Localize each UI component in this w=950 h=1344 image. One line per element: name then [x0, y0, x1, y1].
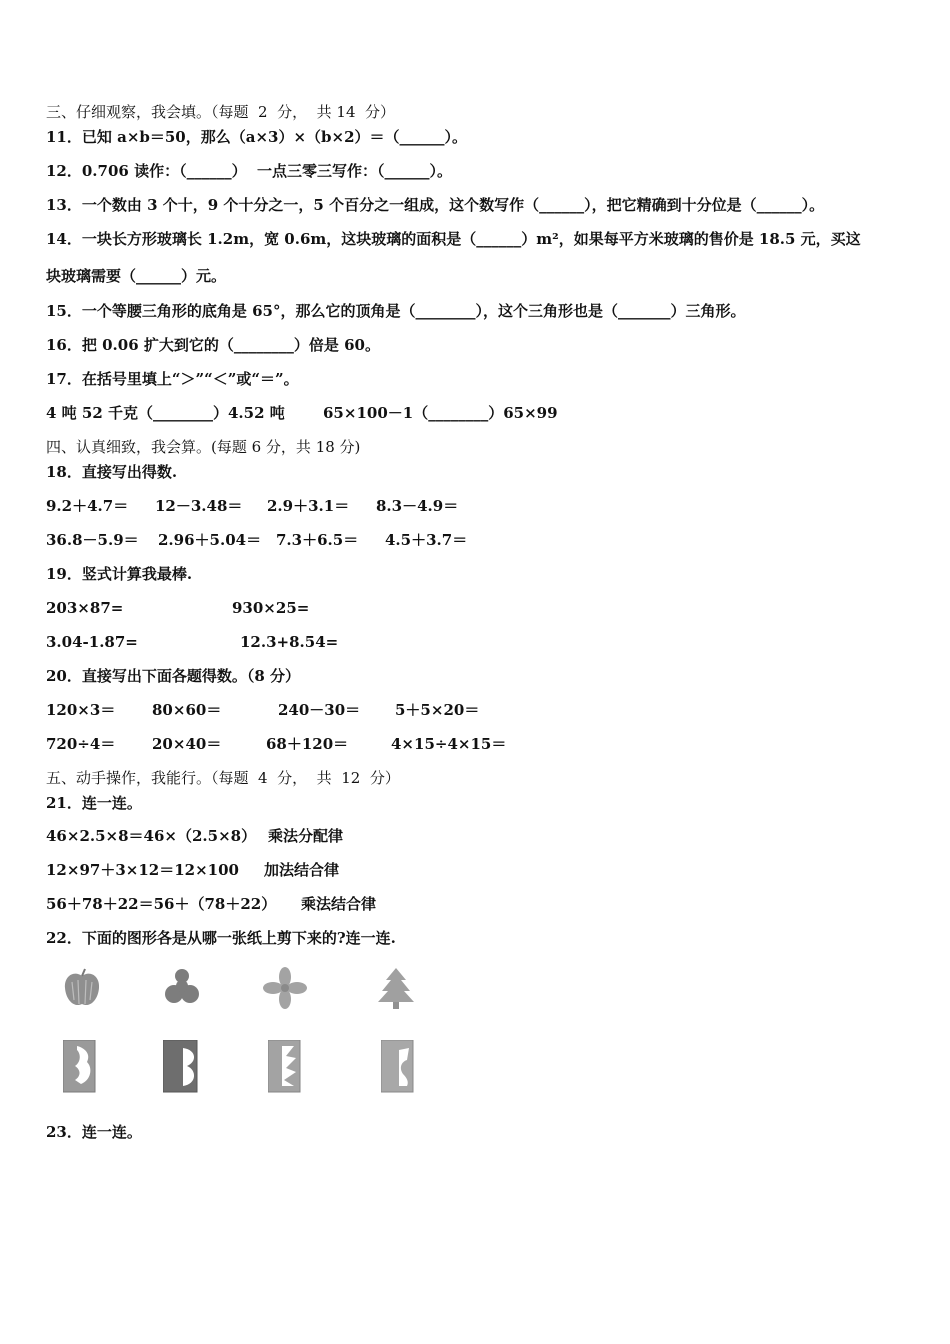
question-22: 22．下面的图形各是从哪一张纸上剪下来的?连一连. — [46, 929, 396, 947]
q21-equation: 12×97＋3×12＝12×100 — [46, 861, 239, 879]
q20-row2-item: 68＋120＝ — [266, 735, 349, 753]
section-5-header: 五、动手操作，我能行。（每题 4 分， 共 12 分） — [46, 769, 400, 787]
q21-equation: 46×2.5×8＝46×（2.5×8） — [46, 827, 257, 845]
question-11: 11．已知 a×b＝50，那么（a×3）×（b×2）＝（______）。 — [46, 128, 468, 146]
question-14-line-2: 块玻璃需要（______）元。 — [46, 267, 227, 285]
question-15: 15．一个等腰三角形的底角是 65°，那么它的顶角是（________），这个三角形也是（_______）三角形。 — [46, 302, 746, 320]
question-23: 23．连一连。 — [46, 1123, 142, 1141]
paper-with-hole-3-icon — [268, 1040, 302, 1094]
question-16: 16．把 0.06 扩大到它的（________）倍是 60。 — [46, 336, 380, 354]
q21-equation: 56＋78＋22＝56＋（78＋22） — [46, 895, 277, 913]
q21-law: 乘法结合律 — [301, 895, 377, 913]
question-17: 17．在括号里填上“＞”“＜”或“＝”。 — [46, 370, 299, 388]
q18-row1-item: 9.2＋4.7＝ — [46, 497, 129, 515]
q18-row1-item: 12－3.48＝ — [155, 497, 243, 515]
q20-row1-item: 240－30＝ — [278, 701, 361, 719]
q21-law: 乘法分配律 — [268, 827, 344, 845]
q18-row2-item: 2.96＋5.04＝ — [158, 531, 262, 549]
section-4-header: 四、认真细致，我会算。(每题 6 分，共 18 分) — [46, 438, 361, 456]
tree-cutout-icon — [376, 966, 416, 1010]
q20-row2-item: 720÷4＝ — [46, 735, 116, 753]
q18-row1-item: 8.3－4.9＝ — [376, 497, 459, 515]
paper-with-hole-1-icon — [63, 1040, 97, 1094]
q21-law: 加法结合律 — [264, 861, 340, 879]
section-3-header: 三、仔细观察，我会填。（每题 2 分， 共 14 分） — [46, 103, 396, 121]
q18-row2-item: 4.5＋3.7＝ — [385, 531, 468, 549]
q18-row2-item: 7.3＋6.5＝ — [276, 531, 359, 549]
q17-item-1: 4 吨 52 千克（________）4.52 吨 — [46, 404, 285, 422]
question-19: 19．竖式计算我最棒. — [46, 565, 193, 583]
q20-row1-item: 5＋5×20＝ — [395, 701, 480, 719]
paper-with-hole-4-icon — [381, 1040, 415, 1094]
q20-row1-item: 120×3＝ — [46, 701, 116, 719]
question-18: 18．直接写出得数. — [46, 463, 178, 481]
q20-row2-item: 20×40＝ — [152, 735, 222, 753]
question-20: 20．直接写出下面各题得数。（8 分） — [46, 667, 301, 685]
flower-cutout-icon — [262, 966, 308, 1010]
question-14-line-1: 14．一块长方形玻璃长 1.2m，宽 0.6m，这块玻璃的面积是（______）m²，如果每平方米玻璃的售价是 18.5 元，买这 — [46, 230, 861, 248]
question-12: 12．0.706 读作：（______） 一点三零三写作：（______）。 — [46, 162, 453, 180]
gourd-cutout-icon — [162, 964, 202, 1010]
q18-row2-item: 36.8－5.9＝ — [46, 531, 139, 549]
q18-row1-item: 2.9＋3.1＝ — [267, 497, 350, 515]
question-21: 21．连一连。 — [46, 794, 142, 812]
apple-cutout-icon — [60, 966, 104, 1010]
question-13: 13．一个数由 3 个十，9 个十分之一，5 个百分之一组成，这个数写作（______），把它精确到十分位是（______）。 — [46, 196, 825, 214]
paper-with-hole-2-icon — [163, 1040, 199, 1094]
q19-row2-item: 12.3+8.54= — [240, 633, 339, 651]
q19-row2-item: 3.04-1.87= — [46, 633, 138, 651]
q19-row1-item: 203×87= — [46, 599, 124, 617]
q20-row1-item: 80×60＝ — [152, 701, 222, 719]
q19-row1-item: 930×25= — [232, 599, 310, 617]
q17-item-2: 65×100－1（________）65×99 — [323, 404, 558, 422]
q20-row2-item: 4×15÷4×15＝ — [391, 735, 507, 753]
